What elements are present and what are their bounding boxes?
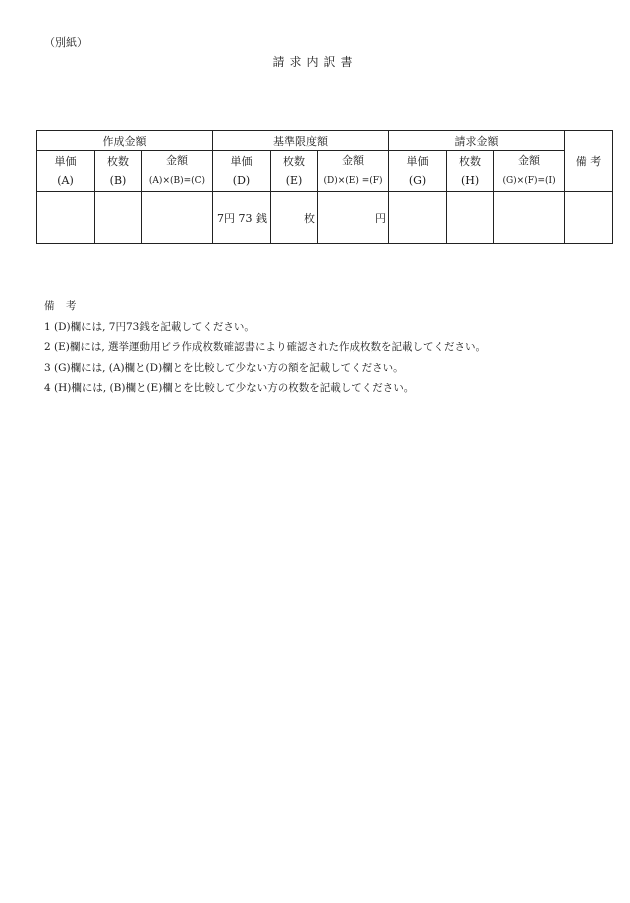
cell-b[interactable] (95, 192, 142, 244)
attachment-label: （別紙） (44, 36, 88, 49)
column-code: (D)×(E) =(F) (323, 176, 383, 186)
column-code: (B) (109, 174, 127, 187)
cell-d-unit-price: 7円 73 銭 (213, 192, 271, 244)
cell-a[interactable] (37, 192, 95, 244)
column-code: (G)×(F)=(I) (502, 176, 556, 186)
column-label: 単価 (406, 155, 429, 168)
note-item: 2 (E)欄には, 選挙運動用ビラ作成枚数確認書により確認された作成枚数を記載してください。 (44, 341, 487, 353)
column-header-a (37, 151, 95, 192)
column-label: 枚数 (459, 155, 482, 168)
column-header-d (213, 151, 271, 192)
column-label: 金額 (518, 154, 541, 167)
column-header-c (142, 151, 213, 192)
column-header-f (318, 151, 389, 192)
column-code: (D) (232, 174, 251, 187)
document-title: 請求内訳書 (272, 55, 358, 69)
column-label: 単価 (230, 155, 253, 168)
cell-i[interactable] (494, 192, 565, 244)
note-item: 3 (G)欄には, (A)欄と(D)欄とを比較して少ない方の額を記載してください。 (44, 361, 404, 374)
column-code: (H) (460, 174, 480, 187)
cell-e-count-unit[interactable]: 枚 (271, 192, 318, 244)
column-code: (A) (57, 174, 74, 187)
note-item: 4 (H)欄には, (B)欄と(E)欄とを比較して少ない方の枚数を記載してください。 (44, 382, 415, 394)
group-header-creation-amount: 作成金額 (37, 131, 213, 151)
column-label: 枚数 (107, 155, 129, 168)
remarks-header: 備 考 (565, 131, 613, 192)
column-code: (A)×(B)=(C) (148, 176, 206, 186)
cell-remarks[interactable] (565, 192, 613, 244)
column-header-i (494, 151, 565, 192)
column-header-h (447, 151, 494, 192)
column-label: 金額 (166, 154, 188, 167)
cell-h[interactable] (447, 192, 494, 244)
cell-g[interactable] (389, 192, 447, 244)
column-code: (G) (408, 174, 427, 187)
column-label: 金額 (342, 154, 365, 167)
note-item: 1 (D)欄には, 7円73銭を記載してください。 (44, 320, 255, 333)
column-code: (E) (285, 174, 303, 187)
column-label: 単価 (54, 155, 77, 168)
notes-heading: 備 考 (44, 300, 81, 312)
group-header-claim-amount: 請求金額 (389, 131, 565, 151)
group-header-standard-limit: 基準限度額 (213, 131, 389, 151)
column-header-e (271, 151, 318, 192)
column-header-g (389, 151, 447, 192)
column-header-b (95, 151, 142, 192)
cell-f-amount-unit[interactable]: 円 (318, 192, 389, 244)
table-row (37, 192, 613, 244)
column-label: 枚数 (283, 155, 305, 168)
notes-section (44, 296, 486, 399)
invoice-breakdown-table (36, 130, 613, 244)
cell-c[interactable] (142, 192, 213, 244)
